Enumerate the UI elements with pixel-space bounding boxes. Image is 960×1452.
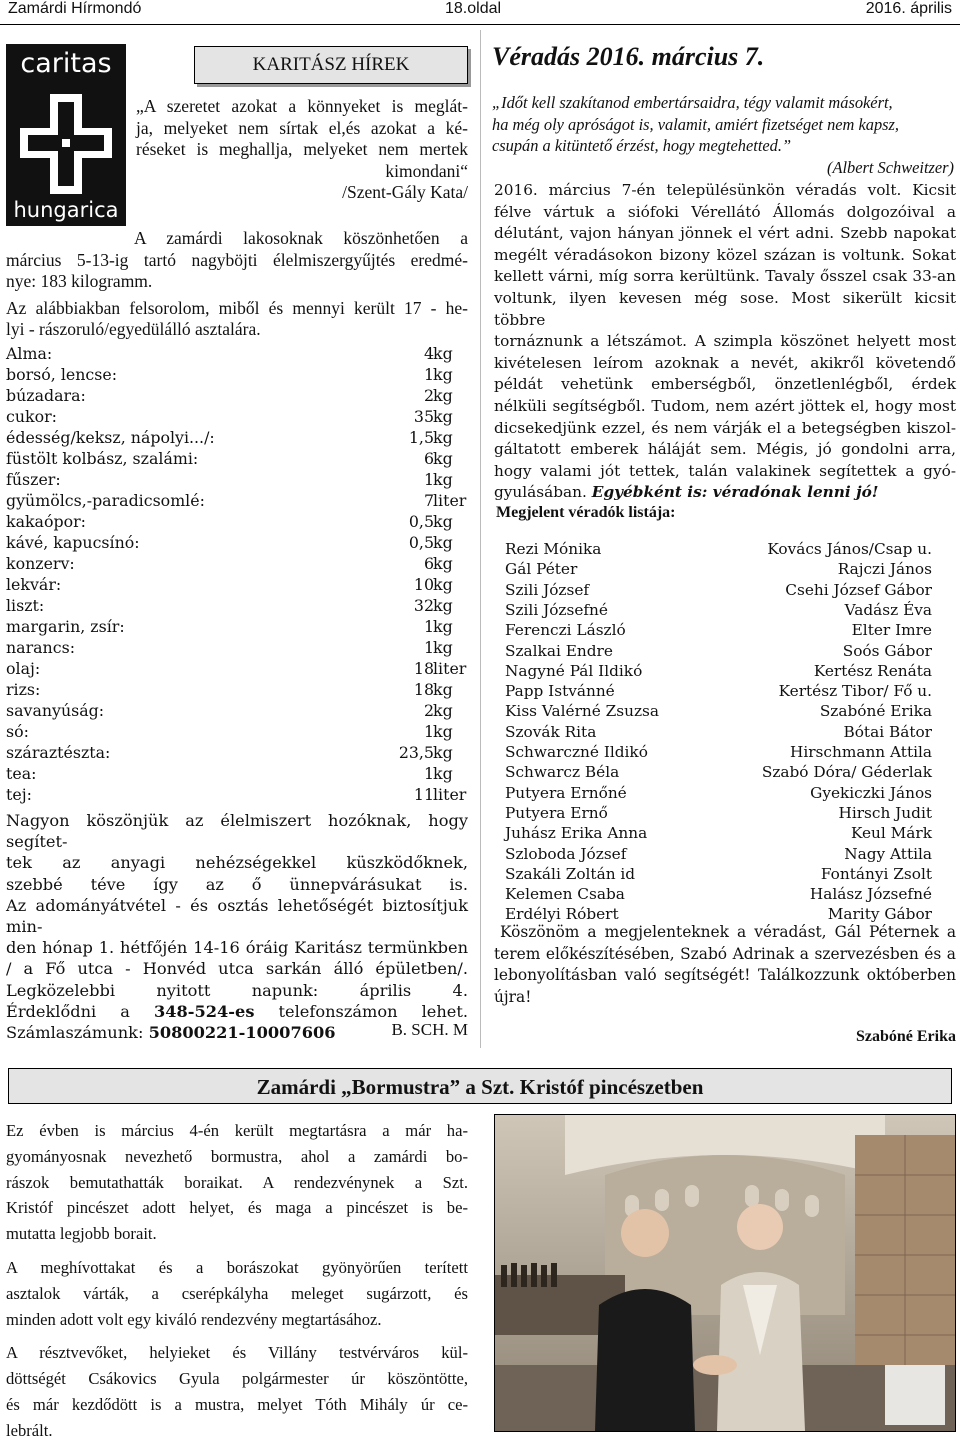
motto-line: ha még oly apróságot is, valamit, amiért fizetséget nem kapsz,: [492, 114, 899, 134]
p-line: mutatta legjobb borait.: [6, 1224, 157, 1244]
item-qty: 1,5: [408, 428, 434, 447]
donor-name: Schwarczné Ildikó: [505, 743, 648, 761]
donor-name: Szovák Rita: [505, 722, 597, 741]
p-line: A résztvevőket, helyieket és Villány testvérváros kül-: [6, 1343, 468, 1363]
item-row: [6, 659, 470, 679]
donor-name: Putyera Ernő: [505, 803, 608, 822]
item-unit: kg: [433, 596, 453, 615]
item-name: lekvár:: [6, 575, 62, 594]
quote-line: réseket is meghallja, melyeket nem mertek: [136, 139, 468, 159]
body-line: kivételesen leírom azoknak a nevét, akikről követendő: [494, 353, 956, 372]
quote-line: „A szeretet azokat a könnyeket is meglát-: [136, 96, 468, 116]
item-name: fűszer:: [6, 470, 61, 489]
item-name: konzerv:: [6, 554, 75, 573]
item-qty: 11: [413, 785, 434, 804]
item-unit: kg: [433, 575, 453, 594]
donor-name: Soós Gábor: [842, 641, 932, 660]
item-qty: 7: [423, 491, 434, 510]
item-qty: 1: [423, 764, 434, 783]
item-qty: 1: [423, 638, 434, 657]
account-number: 50800221-10007606: [148, 1023, 336, 1043]
donor-name: Gál Péter: [505, 560, 578, 579]
item-qty: 6: [423, 554, 434, 573]
donor-name: Kovács János/Csap u.: [767, 540, 932, 558]
item-unit: kg: [433, 386, 453, 405]
item-qty: 35: [413, 407, 434, 426]
body-line: példát vehetünk emberségből, önzetlenlégből, érdek: [494, 375, 956, 394]
p-line: gyományosnak nevezhető bormustra, ahol a zamárdi bo-: [6, 1146, 468, 1166]
item-unit: kg: [433, 554, 453, 573]
donor-name: Kertész Tibor/ Fő u.: [778, 682, 932, 701]
donor-name: Csehi József Gábor: [785, 580, 932, 599]
thanks-line: szebbé téve így az ő ünnepvárásukat is.: [6, 874, 468, 894]
thanks-line: Nagyon köszönjük az élelmiszert hozóknak, hogy segítet-: [6, 811, 468, 852]
donor-name: Szili József: [505, 580, 590, 599]
donor-name: Gyekiczki János: [810, 783, 932, 802]
item-unit: kg: [433, 743, 453, 762]
donor-name: Nagy Attila: [844, 844, 932, 863]
donor-row: [505, 662, 932, 682]
item-name: cukor:: [6, 407, 57, 426]
donor-name: Hirsch Judit: [838, 803, 932, 822]
item-unit: kg: [433, 533, 453, 552]
contact-prefix: Érdeklődni a: [6, 1001, 130, 1021]
thanks-line: den hónap 1. hétfőjén 14-16 óráig Karitász termünkben: [6, 938, 468, 958]
item-name: rizs:: [6, 680, 41, 699]
donor-row: [505, 601, 932, 621]
blood-drive-body: [494, 180, 956, 504]
thanks-line: tek az anyagi nehézségekkel küszködőknek,: [6, 853, 468, 873]
donor-name: Putyera Ernőné: [505, 783, 627, 802]
item-qty: 23,5: [398, 743, 434, 762]
item-row: [6, 470, 470, 490]
blood-drive-title: Véradás 2016. március 7.: [492, 42, 765, 71]
p-line: rászok bemutathatták boraikat. A rendezvénynek a Szt.: [6, 1172, 468, 1192]
donor-name: Nagyné Pál Ildikó: [505, 661, 643, 680]
donor-name: Elter Imre: [851, 621, 932, 640]
item-row: [6, 512, 470, 532]
item-name: kávé, kapucsínó:: [6, 533, 140, 552]
donor-name: Rezi Mónika: [505, 540, 602, 558]
p-line: minden adott volt egy kiváló rendezvény megtartásához.: [6, 1309, 382, 1329]
intro-line: nye: 183 kilogramm.: [6, 271, 153, 291]
donor-row: [505, 824, 932, 844]
p-line: A meghívottakat és a borászokat gyönyörűen terített: [6, 1257, 468, 1277]
donor-row: [505, 540, 932, 560]
item-row: [6, 701, 470, 721]
item-qty: 4: [423, 344, 434, 363]
item-qty: 0,5: [408, 533, 434, 552]
item-name: édesség/keksz, nápolyi.../:: [6, 428, 215, 447]
item-unit: kg: [433, 701, 453, 720]
donor-name: Ferenczi László: [505, 621, 626, 640]
donor-name: Schwarcz Béla: [505, 763, 620, 782]
item-qty: 2: [423, 701, 434, 720]
item-name: füstölt kolbász, szalámi:: [6, 449, 199, 468]
item-row: [6, 785, 470, 805]
body-line: voltunk, ilyen kevesen még sose. Most sikerült kicsit többre: [494, 288, 956, 329]
caritas-logo: [6, 44, 126, 226]
item-row: [6, 386, 470, 406]
motto: [492, 92, 956, 178]
donor-name: Hirschmann Attila: [790, 743, 932, 761]
item-qty: 18: [413, 680, 434, 699]
body-line: hogy valami jót tettek, talán valakinek segítettek a gyó-: [494, 461, 956, 480]
item-name: só:: [6, 722, 29, 741]
closing-line: lebonyolításban való segítségét! Találkozzunk októberben: [494, 966, 956, 985]
item-qty: 0,5: [408, 512, 434, 531]
body-line: félve vártuk a siófoki Vérellátó Állomás dolgozóival a: [494, 202, 956, 221]
donor-name: Marity Gábor: [827, 905, 932, 924]
item-qty: 1: [423, 365, 434, 384]
donor-row: [505, 621, 932, 641]
item-row: [6, 428, 470, 448]
motto-line: csupán a kitüntető érzést, hogy megtehetted.”: [492, 136, 792, 156]
donor-name: Vadász Éva: [844, 600, 932, 619]
item-unit: liter: [433, 659, 467, 678]
quote-line: kimondani“: [385, 160, 468, 181]
donor-name: Szili Józsefné: [505, 600, 608, 619]
closing-text: [494, 922, 956, 1008]
issue-date: 2016. április: [865, 0, 952, 17]
donor-list-heading: Megjelent véradók listája:: [496, 504, 676, 521]
article2-paragraph: [6, 1255, 468, 1332]
donor-name: Juhász Erika Anna: [505, 824, 648, 843]
item-row: [6, 533, 470, 553]
item-name: margarin, zsír:: [6, 617, 125, 636]
item-row: [6, 722, 470, 742]
thanks-text: [6, 810, 468, 1043]
body-emphasis: Egyébként is: véradónak lenni jó!: [591, 483, 879, 502]
donor-row: [505, 804, 932, 824]
body-line: 2016. március 7-én településünkön véradás volt. Kicsit: [494, 181, 956, 199]
item-row: [6, 449, 470, 469]
donor-name: Szloboda József: [505, 844, 627, 863]
donor-row: [505, 784, 932, 804]
item-name: tej:: [6, 785, 32, 804]
donor-name: Szabóné Erika: [819, 702, 932, 721]
item-row: [6, 596, 470, 616]
donor-name: Szakáli Zoltán id: [505, 864, 636, 883]
item-unit: kg: [433, 617, 453, 636]
donor-row: [505, 581, 932, 601]
quote-author: /Szent-Gály Kata/: [342, 182, 468, 202]
item-row: [6, 764, 470, 784]
item-name: borsó, lencse:: [6, 365, 118, 384]
article2-body: [6, 1118, 468, 1452]
body-line: gáltatott emberek háláját sem. Mégis, jó gondolni arra,: [494, 440, 956, 459]
body-line: tornáznunk a létszámot. A szimpla köszönet helyett most: [494, 332, 956, 351]
body-line: megélt véradásokon bizony közel százan is voltunk. Sokat: [494, 245, 956, 264]
item-name: gyümölcs,-paradicsomlé:: [6, 491, 205, 510]
cellar-photo: [494, 1114, 956, 1432]
article2-paragraph: [6, 1118, 468, 1247]
item-name: száraztészta:: [6, 743, 111, 762]
item-row: [6, 638, 470, 658]
motto-line: „Időt kell szakítanod embertársaidra, tégy valamit másokért,: [492, 93, 893, 112]
donor-name: Halász Józsefné: [809, 885, 932, 904]
item-unit: kg: [433, 638, 453, 657]
p-line: döttségét Csákovics Gyula polgármester úr köszöntötte,: [6, 1369, 468, 1389]
item-unit: kg: [433, 512, 453, 531]
item-qty: 1: [423, 722, 434, 741]
thanks-line: Legközelebbi nyitott napunk: április 4.: [6, 980, 468, 1000]
item-qty: 10: [413, 575, 434, 594]
section-title-box: KARITÁSZ HÍREK: [194, 46, 468, 84]
article2-title: Zamárdi „Bormustra” a Szt. Kristóf pincészetben: [8, 1068, 952, 1104]
item-row: [6, 344, 470, 364]
motto-author: (Albert Schweitzer): [827, 157, 954, 177]
column-rule: [480, 30, 481, 1048]
item-row: [6, 554, 470, 574]
donor-row: [505, 763, 932, 783]
intro-line: A zamárdi lakosoknak köszönhetően a: [134, 228, 468, 248]
body-last-text: gyulásában.: [494, 483, 587, 502]
intro-line: március 5-13-ig tartó nagyböjti élelmiszergyűjtés eredmé-: [6, 249, 468, 270]
donor-name: Szabó Dóra/ Géderlak: [761, 763, 932, 782]
body-line: kellett várni, míg sorra kerültünk. Tavaly ősszel csak 33-an: [494, 267, 956, 286]
contact-line: [6, 1001, 468, 1022]
item-row: [6, 491, 470, 511]
account-label: Számlaszámunk:: [6, 1023, 144, 1043]
item-name: savanyúság:: [6, 701, 105, 720]
item-unit: kg: [433, 407, 453, 426]
body-line: délutánt, vajon hányan jönnek el vért adni. Szebb napokat: [494, 224, 956, 243]
logo-word-bottom: hungarica: [13, 198, 119, 222]
item-name: olaj:: [6, 659, 41, 678]
karitasz-signature: B. SCH. M: [391, 1020, 468, 1039]
item-unit: liter: [433, 491, 467, 510]
item-row: [6, 617, 470, 637]
item-unit: kg: [433, 365, 453, 384]
donor-name: Papp Istvánné: [505, 682, 615, 701]
item-name: búzadara:: [6, 386, 86, 405]
item-name: kakaópor:: [6, 512, 86, 531]
item-name: narancs:: [6, 638, 76, 657]
donor-row: [505, 560, 932, 580]
body-line-last: [494, 482, 956, 504]
donor-name: Kertész Renáta: [813, 661, 932, 680]
item-qty: 1: [423, 470, 434, 489]
donor-name: Szalkai Endre: [505, 641, 613, 660]
donor-row: [505, 845, 932, 865]
item-row: [6, 575, 470, 595]
item-qty: 6: [423, 449, 434, 468]
running-header: [0, 0, 960, 22]
item-unit: kg: [433, 344, 453, 363]
donor-row: [505, 682, 932, 702]
item-unit: kg: [433, 428, 453, 447]
item-name: Alma:: [6, 344, 53, 363]
intro-line: Az alábbiakban felsorolom, miből és mennyi került 17 - he-: [6, 297, 468, 318]
closing-line: újra!: [494, 987, 532, 1006]
item-unit: kg: [433, 449, 453, 468]
item-unit: liter: [433, 785, 467, 804]
p-line: Ez évben is március 4-én került megtartásra a már ha-: [6, 1121, 468, 1140]
phone-number: 348-524-es: [154, 1001, 255, 1021]
intro-line: lyi - rászoruló/egyedülálló asztalára.: [6, 319, 261, 339]
item-qty: 32: [413, 596, 434, 615]
body-line: dicsekedjünk ezzel, és nem várják el a betegségben kiszol-: [494, 418, 956, 437]
item-name: liszt:: [6, 596, 45, 615]
donor-name: Rajczi János: [837, 560, 932, 579]
quote-line: ja, melyeket nem sírtak el,és azokat a ké-: [136, 117, 468, 138]
item-unit: kg: [433, 680, 453, 699]
p-line: lebrált.: [6, 1420, 53, 1440]
article2-paragraph: [6, 1340, 468, 1443]
publication-name: Zamárdi Hírmondó: [8, 0, 142, 17]
closing-line: Köszönöm a megjelenteknek a véradást, Gál Péternek a: [500, 923, 956, 941]
donor-row: [505, 702, 932, 722]
p-line: és már kezdődött is a mustra, melyet Tóth Mihály úr ce-: [6, 1394, 468, 1414]
body-line: nélküli segítségből. Tudom, nem azért jöttek el, hogy most: [494, 396, 956, 415]
donor-name: Bótai Bátor: [843, 722, 932, 741]
contact-suffix: telefonszámon lehet.: [278, 1001, 469, 1021]
item-row: [6, 365, 470, 385]
item-unit: kg: [433, 470, 453, 489]
item-qty: 18: [413, 659, 434, 678]
item-unit: kg: [433, 764, 453, 783]
item-qty: 1: [423, 617, 434, 636]
item-unit: kg: [433, 722, 453, 741]
opening-quote: [136, 96, 468, 204]
donor-name: Fontányi Zsolt: [820, 864, 932, 883]
item-row: [6, 743, 470, 763]
p-line: Kristóf pincészet adott helyet, és maga a pincészet is be-: [6, 1198, 468, 1218]
donor-name: Kiss Valérné Zsuzsa: [505, 702, 660, 721]
item-row: [6, 407, 470, 427]
thanks-line: Az adományátvétel - és osztás lehetőségét biztosítjuk min-: [6, 895, 468, 937]
closing-line: terem előkészítésében, Szabó Adrinak a szervezésben és a: [494, 944, 956, 963]
logo-word-top: caritas: [20, 48, 112, 79]
donor-name: Keul Márk: [850, 824, 932, 843]
p-line: asztalok várták, a cserépkályha meleget sugárzott, és: [6, 1283, 468, 1303]
donor-row: [505, 743, 932, 763]
item-qty: 2: [423, 386, 434, 405]
page-number: 18.oldal: [445, 0, 502, 17]
donor-row: [505, 642, 932, 662]
item-name: tea:: [6, 764, 37, 783]
donor-row: [505, 865, 932, 885]
donor-row: [505, 885, 932, 905]
intro-text: [6, 228, 468, 341]
header-rule: [0, 24, 960, 25]
donor-name: Kelemen Csaba: [505, 885, 625, 904]
item-row: [6, 680, 470, 700]
cellar-photo-illustration: [495, 1115, 955, 1431]
blood-drive-signature: Szabóné Erika: [855, 1028, 956, 1045]
donor-row: [505, 723, 932, 743]
donor-name: Erdélyi Róbert: [505, 905, 619, 924]
thanks-line: / a Fő utca - Honvéd utca sarkán álló épületben/.: [6, 959, 468, 979]
